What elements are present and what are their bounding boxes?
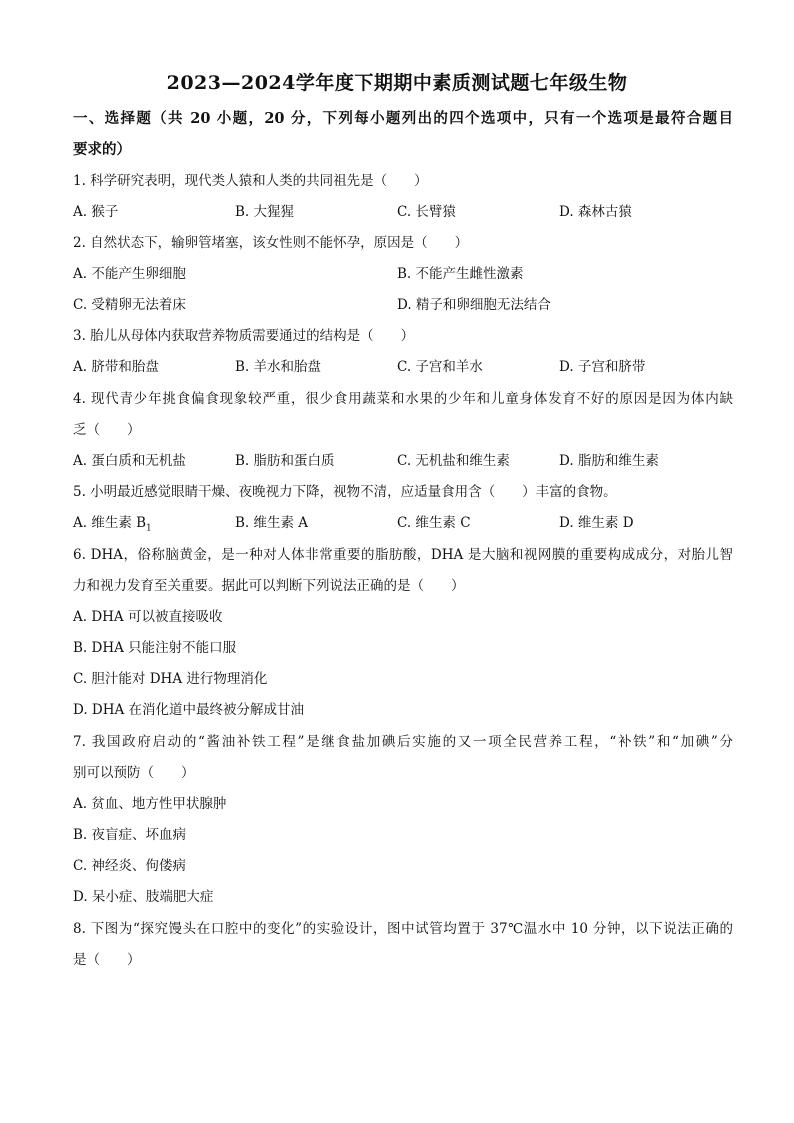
question-8-stem: 8. 下图为“探究馒头在口腔中的变化”的实验设计，图中试管均置于 37℃温水中 10 分钟，以下说法正确的 <box>73 921 733 937</box>
q1-option-b: B. 大猩猩 <box>235 204 295 220</box>
question-2-stem: 2. 自然状态下，输卵管堵塞，该女性则不能怀孕，原因是（ ） <box>73 235 469 251</box>
question-8-stem-cont: 是（ ） <box>73 952 141 968</box>
exam-title: 2023—2024学年度下期期中素质测试题七年级生物 <box>166 72 628 94</box>
q7-option-b: B. 夜盲症、坏血病 <box>73 827 187 843</box>
question-7-stem: 7. 我国政府启动的“酱油补铁工程”是继食盐加碘后实施的又一项全民营养工程，“补铁”和“加碘”分 <box>73 734 733 750</box>
section-heading-cont: 要求的） <box>73 141 131 158</box>
question-5-stem: 5. 小明最近感觉眼睛干燥、夜晚视力下降，视物不清，应适量食用含（ ）丰富的食物。 <box>73 484 617 500</box>
q3-option-c: C. 子宫和羊水 <box>397 359 483 375</box>
q2-option-a: A. 不能产生卵细胞 <box>73 266 186 282</box>
q1-option-c: C. 长臂猿 <box>397 204 456 220</box>
question-4-stem: 4. 现代青少年挑食偏食现象较严重，很少食用蔬菜和水果的少年和儿童身体发育不好的原因是因为体内缺 <box>73 391 733 407</box>
q3-option-a: A. 脐带和胎盘 <box>73 359 159 375</box>
q4-option-a: A. 蛋白质和无机盐 <box>73 453 186 469</box>
q3-option-b: B. 羊水和胎盘 <box>235 359 322 375</box>
question-1-stem: 1. 科学研究表明，现代类人猿和人类的共同祖先是（ ） <box>73 173 428 189</box>
q5-option-d: D. 维生素 D <box>559 515 634 531</box>
q6-option-b: B. DHA 只能注射不能口服 <box>73 640 237 656</box>
question-7-stem-cont: 别可以预防（ ） <box>73 765 195 781</box>
q6-option-d: D. DHA 在消化道中最终被分解成甘油 <box>73 702 305 718</box>
q1-option-d: D. 森林古猿 <box>559 204 632 220</box>
q7-option-c: C. 神经炎、佝偻病 <box>73 858 186 874</box>
question-6-stem: 6. DHA，俗称脑黄金，是一种对人体非常重要的脂肪酸，DHA 是大脑和视网膜的重要构成成分，对胎儿智 <box>73 547 733 563</box>
section-heading: 一、选择题（共 20 小题，20 分，下列每小题列出的四个选项中，只有一个选项是最符合题目 <box>73 110 733 127</box>
q6-option-a: A. DHA 可以被直接吸收 <box>73 609 223 625</box>
q5-option-b: B. 维生素 A <box>235 515 309 531</box>
q7-option-a: A. 贫血、地方性甲状腺肿 <box>73 796 227 812</box>
question-6-stem-cont: 力和视力发育至关重要。据此可以判断下列说法正确的是（ ） <box>73 578 465 594</box>
q2-option-b: B. 不能产生雌性激素 <box>397 266 524 282</box>
q2-option-c: C. 受精卵无法着床 <box>73 297 186 313</box>
q4-option-c: C. 无机盐和维生素 <box>397 453 510 469</box>
q6-option-c: C. 胆汁能对 DHA 进行物理消化 <box>73 671 268 687</box>
q5-option-a: A. 维生素 $B_1$ <box>73 515 152 534</box>
question-3-stem: 3. 胎儿从母体内获取营养物质需要通过的结构是（ ） <box>73 328 415 344</box>
question-4-stem-cont: 乏（ ） <box>73 422 141 438</box>
q4-option-d: D. 脂肪和维生素 <box>559 453 659 469</box>
q5-option-c: C. 维生素 C <box>397 515 471 531</box>
q2-option-d: D. 精子和卵细胞无法结合 <box>397 297 551 313</box>
q7-option-d: D. 呆小症、肢端肥大症 <box>73 889 214 905</box>
q3-option-d: D. 子宫和脐带 <box>559 359 646 375</box>
q4-option-b: B. 脂肪和蛋白质 <box>235 453 335 469</box>
q1-option-a: A. 猴子 <box>73 204 119 220</box>
